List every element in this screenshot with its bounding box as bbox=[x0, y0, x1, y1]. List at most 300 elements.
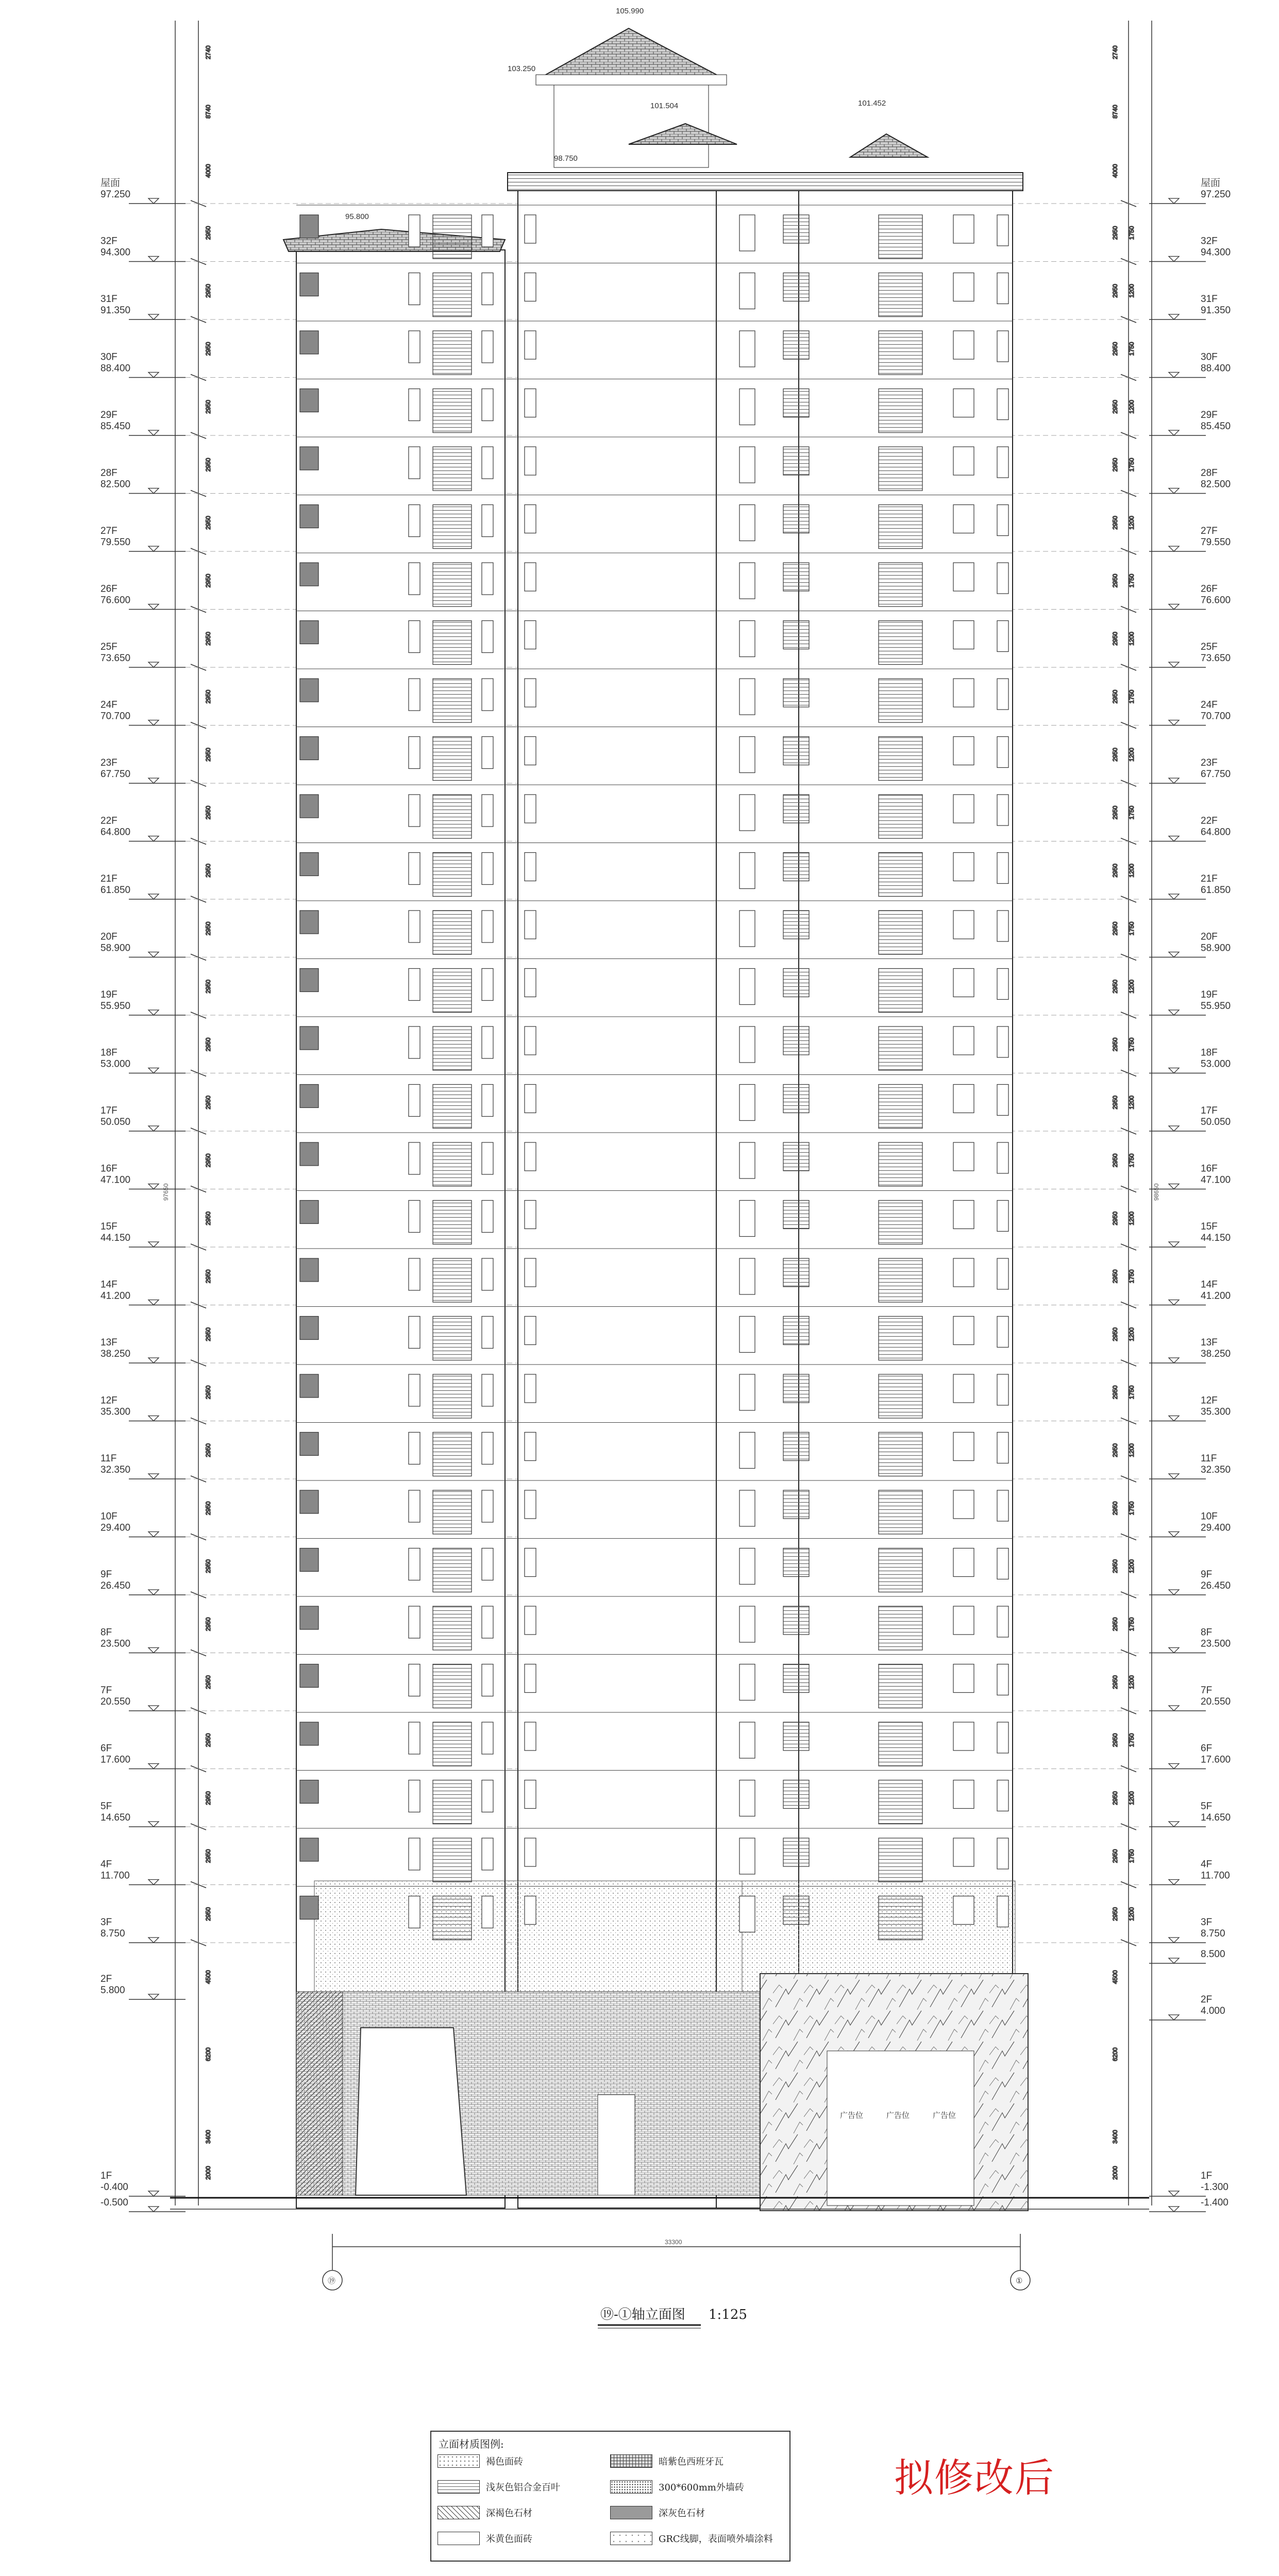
podium-dark-stone-left bbox=[296, 1992, 343, 2195]
right-level-name-1: 32F bbox=[1201, 235, 1218, 247]
left-floor-dim-4: 2950 bbox=[205, 458, 212, 472]
window-0-8 bbox=[953, 215, 974, 243]
right-level-name-0: 屋面 bbox=[1201, 178, 1221, 189]
window-2-5 bbox=[739, 331, 755, 367]
window-8-5 bbox=[739, 679, 755, 715]
left-level-triangle-15 bbox=[148, 1068, 159, 1073]
window-21-2 bbox=[433, 1433, 472, 1476]
right-total-dim: 98650 bbox=[1153, 1183, 1160, 1201]
left-floor-dim-19: 2950 bbox=[205, 1327, 212, 1341]
window-6-4 bbox=[525, 563, 536, 591]
window-28-3 bbox=[482, 1838, 493, 1870]
window-0-1 bbox=[409, 215, 420, 247]
window-8-9 bbox=[997, 679, 1008, 710]
right-window-dim-7: 1200 bbox=[1128, 632, 1135, 646]
right-level-name-16: 17F bbox=[1201, 1105, 1218, 1116]
left-level-triangle-9 bbox=[148, 720, 159, 726]
window-16-9 bbox=[997, 1142, 1008, 1173]
window-1-2 bbox=[433, 273, 472, 317]
right-level-name-24: 9F bbox=[1201, 1569, 1213, 1580]
window-29-6 bbox=[783, 1896, 809, 1925]
window-7-4 bbox=[525, 621, 536, 649]
window-23-4 bbox=[525, 1548, 536, 1577]
right-floor-dim-4: 2950 bbox=[1112, 458, 1119, 472]
right-floor-dim-1: 2950 bbox=[1112, 284, 1119, 298]
window-12-3 bbox=[482, 911, 493, 942]
left-level-elev-23: 29.400 bbox=[100, 1522, 131, 1534]
window-26-0 bbox=[300, 1722, 318, 1745]
window-3-4 bbox=[525, 389, 536, 417]
right-level-triangle-18 bbox=[1169, 1242, 1179, 1247]
window-27-6 bbox=[783, 1780, 809, 1809]
window-15-4 bbox=[525, 1085, 536, 1113]
window-15-0 bbox=[300, 1085, 318, 1108]
left-level-triangle-11 bbox=[148, 836, 159, 841]
left-level-elev-7: 76.600 bbox=[100, 595, 131, 606]
window-4-4 bbox=[525, 447, 536, 475]
right-level-name-25: 8F bbox=[1201, 1627, 1213, 1638]
main-tower-roof bbox=[541, 28, 721, 77]
window-9-7 bbox=[879, 737, 922, 781]
window-7-0 bbox=[300, 621, 318, 644]
left-floor-dim-28: 2950 bbox=[205, 1849, 212, 1863]
window-22-6 bbox=[783, 1490, 809, 1519]
window-17-4 bbox=[525, 1201, 536, 1229]
right-level-name-8: 25F bbox=[1201, 642, 1218, 652]
left-level-name-25: 8F bbox=[100, 1627, 112, 1638]
window-3-2 bbox=[433, 389, 472, 433]
right-level-elev-15: 53.000 bbox=[1201, 1058, 1231, 1070]
left-roof-dim-2: 4000 bbox=[205, 164, 212, 178]
window-19-0 bbox=[300, 1317, 318, 1340]
right-window-dim-6: 1750 bbox=[1128, 574, 1135, 588]
window-13-8 bbox=[953, 969, 974, 997]
left-low-dim-2: 3400 bbox=[205, 2130, 212, 2144]
window-9-5 bbox=[739, 737, 755, 773]
right-level-elev-19: 41.200 bbox=[1201, 1290, 1231, 1302]
right-level-triangle-9 bbox=[1169, 720, 1179, 726]
window-8-3 bbox=[482, 679, 493, 711]
right-floor-dim-3: 2950 bbox=[1112, 400, 1119, 414]
window-18-9 bbox=[997, 1258, 1008, 1289]
right-level-triangle-low-2 bbox=[1169, 2191, 1179, 2196]
window-22-4 bbox=[525, 1490, 536, 1519]
window-4-2 bbox=[433, 447, 472, 491]
right-level-name-low-2: 1F bbox=[1201, 2170, 1213, 2181]
window-23-0 bbox=[300, 1548, 318, 1572]
window-4-9 bbox=[997, 447, 1008, 478]
right-level-elev-20: 38.250 bbox=[1201, 1349, 1231, 1359]
window-26-1 bbox=[409, 1722, 420, 1754]
elev-cornice: 98.750 bbox=[554, 154, 578, 163]
window-9-6 bbox=[783, 737, 809, 765]
left-level-triangle-19 bbox=[148, 1300, 159, 1305]
right-level-name-11: 22F bbox=[1201, 815, 1218, 827]
window-15-5 bbox=[739, 1085, 755, 1121]
left-total-dim: 97650 bbox=[162, 1183, 170, 1201]
window-22-7 bbox=[879, 1490, 922, 1534]
window-16-3 bbox=[482, 1142, 493, 1174]
window-7-3 bbox=[482, 621, 493, 653]
right-floor-dim-7: 2950 bbox=[1112, 632, 1119, 646]
window-11-5 bbox=[739, 853, 755, 889]
left-level-elev-low-2: -0.500 bbox=[100, 2197, 128, 2208]
window-4-8 bbox=[953, 447, 974, 475]
right-level-triangle-14 bbox=[1169, 1010, 1179, 1015]
legend-label-3: 300*600mm外墙砖 bbox=[659, 2482, 744, 2493]
right-floor-dim-15: 2950 bbox=[1112, 1096, 1119, 1109]
right-level-name-27: 6F bbox=[1201, 1743, 1213, 1754]
right-window-dim-29: 1200 bbox=[1128, 1907, 1135, 1921]
right-level-triangle-20 bbox=[1169, 1358, 1179, 1363]
window-18-4 bbox=[525, 1258, 536, 1287]
window-20-1 bbox=[409, 1374, 420, 1406]
window-2-9 bbox=[997, 331, 1008, 362]
window-22-2 bbox=[433, 1490, 472, 1534]
window-28-9 bbox=[997, 1838, 1008, 1869]
window-3-6 bbox=[783, 389, 809, 417]
window-21-5 bbox=[739, 1433, 755, 1469]
window-19-8 bbox=[953, 1317, 974, 1345]
main-tower-cap bbox=[536, 75, 727, 85]
legend-swatch-6 bbox=[437, 2532, 480, 2545]
right-level-triangle-12 bbox=[1169, 894, 1179, 899]
right-level-name-2: 31F bbox=[1201, 294, 1218, 305]
right-level-elev-low-2: -1.300 bbox=[1201, 2182, 1228, 2193]
left-level-elev-16: 50.050 bbox=[100, 1117, 131, 1127]
left-floor-dim-8: 2950 bbox=[205, 689, 212, 704]
window-12-6 bbox=[783, 911, 809, 939]
right-level-name-29: 4F bbox=[1201, 1859, 1213, 1870]
window-1-4 bbox=[525, 273, 536, 301]
left-level-triangle-4 bbox=[148, 430, 159, 435]
window-0-9 bbox=[997, 215, 1008, 246]
left-floor-dim-20: 2950 bbox=[205, 1385, 212, 1400]
window-13-9 bbox=[997, 969, 1008, 1000]
window-12-9 bbox=[997, 911, 1008, 941]
window-13-2 bbox=[433, 969, 472, 1013]
left-floor-dim-24: 2950 bbox=[205, 1617, 212, 1631]
window-14-4 bbox=[525, 1026, 536, 1055]
left-level-name-5: 28F bbox=[100, 467, 117, 479]
left-level-elev-21: 35.300 bbox=[100, 1406, 131, 1418]
window-27-9 bbox=[997, 1780, 1008, 1811]
left-level-elev-17: 47.100 bbox=[100, 1174, 131, 1186]
window-23-5 bbox=[739, 1548, 755, 1585]
right-level-elev-3: 88.400 bbox=[1201, 363, 1231, 374]
window-27-5 bbox=[739, 1780, 755, 1816]
window-18-6 bbox=[783, 1258, 809, 1287]
window-23-1 bbox=[409, 1548, 420, 1580]
left-level-triangle-6 bbox=[148, 546, 159, 551]
window-12-8 bbox=[953, 911, 974, 939]
window-27-1 bbox=[409, 1780, 420, 1812]
left-level-triangle-16 bbox=[148, 1126, 159, 1131]
window-6-5 bbox=[739, 563, 755, 599]
window-5-5 bbox=[739, 505, 755, 541]
window-25-1 bbox=[409, 1664, 420, 1696]
window-1-9 bbox=[997, 273, 1008, 304]
right-level-triangle-0 bbox=[1169, 198, 1179, 204]
window-18-2 bbox=[433, 1258, 472, 1302]
window-16-8 bbox=[953, 1142, 974, 1171]
window-25-5 bbox=[739, 1664, 755, 1701]
right-floor-dim-29: 2950 bbox=[1112, 1907, 1119, 1921]
left-level-elev-low-1: -0.400 bbox=[100, 2182, 128, 2193]
window-26-5 bbox=[739, 1722, 755, 1758]
left-level-triangle-29 bbox=[148, 1880, 159, 1885]
right-level-name-18: 15F bbox=[1201, 1221, 1218, 1232]
left-level-name-low-1: 1F bbox=[100, 2170, 112, 2181]
right-floor-dim-2: 2950 bbox=[1112, 342, 1119, 356]
window-1-5 bbox=[739, 273, 755, 309]
window-10-2 bbox=[433, 795, 472, 838]
window-1-1 bbox=[409, 273, 420, 305]
right-floor-dim-0: 2950 bbox=[1112, 226, 1119, 240]
left-level-elev-4: 85.450 bbox=[100, 421, 131, 432]
left-floor-dim-1: 2950 bbox=[205, 284, 212, 298]
left-level-triangle-30 bbox=[148, 1938, 159, 1943]
window-4-0 bbox=[300, 447, 318, 470]
window-17-5 bbox=[739, 1201, 755, 1237]
window-27-4 bbox=[525, 1780, 536, 1809]
window-28-6 bbox=[783, 1838, 809, 1866]
right-floor-dim-20: 2950 bbox=[1112, 1385, 1119, 1400]
right-level-name-12: 21F bbox=[1201, 873, 1218, 884]
right-floor-dim-27: 2950 bbox=[1112, 1791, 1119, 1805]
right-level-elev-18: 44.150 bbox=[1201, 1233, 1231, 1243]
window-2-8 bbox=[953, 331, 974, 359]
window-16-1 bbox=[409, 1142, 420, 1174]
right-floor-dim-25: 2950 bbox=[1112, 1675, 1119, 1689]
entrance-canopy bbox=[356, 2028, 466, 2195]
window-19-1 bbox=[409, 1317, 420, 1349]
shop-sign-3: 广告位 bbox=[933, 2111, 956, 2120]
left-low-dim-1: 6200 bbox=[205, 2047, 212, 2061]
right-level-triangle-1 bbox=[1169, 257, 1179, 262]
window-19-4 bbox=[525, 1317, 536, 1345]
window-5-1 bbox=[409, 505, 420, 537]
window-26-9 bbox=[997, 1722, 1008, 1753]
window-6-6 bbox=[783, 563, 809, 591]
right-low-dim-0: 4500 bbox=[1112, 1970, 1119, 1984]
left-level-elev-2: 91.350 bbox=[100, 305, 131, 316]
window-7-9 bbox=[997, 621, 1008, 652]
window-23-7 bbox=[879, 1548, 922, 1592]
window-1-6 bbox=[783, 273, 809, 301]
window-7-5 bbox=[739, 621, 755, 657]
window-17-6 bbox=[783, 1201, 809, 1229]
window-4-5 bbox=[739, 447, 755, 483]
right-window-dim-27: 1200 bbox=[1128, 1791, 1135, 1805]
left-level-elev-0: 97.250 bbox=[100, 189, 131, 200]
right-window-dim-16: 1750 bbox=[1128, 1153, 1135, 1168]
window-4-7 bbox=[879, 447, 922, 491]
right-level-elev-26: 20.550 bbox=[1201, 1696, 1231, 1707]
left-level-triangle-3 bbox=[148, 373, 159, 378]
window-24-1 bbox=[409, 1606, 420, 1638]
left-floor-dim-11: 2950 bbox=[205, 864, 212, 878]
window-10-6 bbox=[783, 795, 809, 823]
window-14-9 bbox=[997, 1026, 1008, 1057]
window-6-9 bbox=[997, 563, 1008, 594]
right-low-dim-3: 2000 bbox=[1112, 2166, 1119, 2180]
window-13-0 bbox=[300, 969, 318, 992]
right-level-name-20: 13F bbox=[1201, 1337, 1218, 1348]
right-level-name-10: 23F bbox=[1201, 757, 1218, 768]
window-6-1 bbox=[409, 563, 420, 595]
right-floor-dim-21: 2950 bbox=[1112, 1443, 1119, 1457]
left-level-triangle-8 bbox=[148, 662, 159, 667]
right-floor-dim-10: 2950 bbox=[1112, 805, 1119, 820]
shop-sign-2: 广告位 bbox=[886, 2111, 910, 2120]
left-level-triangle-0 bbox=[148, 198, 159, 204]
left-level-name-18: 15F bbox=[100, 1221, 117, 1232]
right-level-triangle-27 bbox=[1169, 1764, 1179, 1769]
left-level-name-29: 4F bbox=[100, 1859, 112, 1870]
window-19-9 bbox=[997, 1317, 1008, 1348]
window-20-2 bbox=[433, 1374, 472, 1418]
right-level-triangle-4 bbox=[1169, 430, 1179, 435]
right-level-triangle-5 bbox=[1169, 489, 1179, 494]
window-15-3 bbox=[482, 1085, 493, 1117]
right-level-triangle-2 bbox=[1169, 314, 1179, 319]
left-level-name-6: 27F bbox=[100, 526, 117, 536]
right-window-dim-24: 1750 bbox=[1128, 1617, 1135, 1631]
window-26-7 bbox=[879, 1722, 922, 1766]
window-13-3 bbox=[482, 969, 493, 1001]
window-29-3 bbox=[482, 1896, 493, 1928]
window-29-9 bbox=[997, 1896, 1008, 1927]
left-floor-dim-10: 2950 bbox=[205, 805, 212, 820]
right-level-elev-8: 73.650 bbox=[1201, 653, 1231, 664]
window-2-3 bbox=[482, 331, 493, 363]
left-level-triangle-26 bbox=[148, 1706, 159, 1711]
right-window-dim-21: 1200 bbox=[1128, 1443, 1135, 1457]
right-level-triangle-23 bbox=[1169, 1532, 1179, 1537]
legend-title: 立面材质图例: bbox=[439, 2438, 504, 2450]
left-level-elev-30: 8.750 bbox=[100, 1928, 125, 1939]
left-floor-dim-16: 2950 bbox=[205, 1153, 212, 1168]
window-27-8 bbox=[953, 1780, 974, 1809]
window-6-3 bbox=[482, 563, 493, 595]
left-level-triangle-18 bbox=[148, 1242, 159, 1247]
window-25-3 bbox=[482, 1664, 493, 1696]
left-floor-dim-3: 2950 bbox=[205, 400, 212, 414]
right-window-dim-28: 1750 bbox=[1128, 1849, 1135, 1863]
window-23-6 bbox=[783, 1548, 809, 1577]
right-level-triangle-22 bbox=[1169, 1474, 1179, 1479]
window-23-9 bbox=[997, 1548, 1008, 1579]
legend-label-1: 暗紫色西班牙瓦 bbox=[659, 2456, 723, 2467]
right-level-elev-12: 61.850 bbox=[1201, 885, 1231, 896]
window-3-8 bbox=[953, 389, 974, 417]
window-5-9 bbox=[997, 505, 1008, 536]
left-level-name-20: 13F bbox=[100, 1337, 117, 1348]
right-level-elev-5: 82.500 bbox=[1201, 479, 1231, 490]
left-floor-dim-29: 2950 bbox=[205, 1907, 212, 1921]
left-level-name-21: 12F bbox=[100, 1395, 117, 1406]
left-level-elev-1: 94.300 bbox=[100, 247, 131, 258]
legend-label-7: GRC线脚，表面喷外墙涂料 bbox=[659, 2534, 773, 2545]
elev-right-tower: 101.452 bbox=[858, 99, 886, 108]
right-level-triangle-21 bbox=[1169, 1416, 1179, 1421]
window-22-0 bbox=[300, 1490, 318, 1513]
right-level-name-30: 3F bbox=[1201, 1917, 1213, 1928]
shop-sign-1: 广告位 bbox=[840, 2111, 864, 2120]
window-26-3 bbox=[482, 1722, 493, 1754]
window-14-1 bbox=[409, 1026, 420, 1058]
window-3-1 bbox=[409, 389, 420, 421]
window-28-2 bbox=[433, 1838, 472, 1882]
window-27-3 bbox=[482, 1780, 493, 1812]
window-9-9 bbox=[997, 737, 1008, 768]
right-roof-dim-2: 4000 bbox=[1112, 164, 1119, 178]
window-2-2 bbox=[433, 331, 472, 375]
material-legend bbox=[430, 2431, 790, 2562]
left-level-elev-18: 44.150 bbox=[100, 1233, 131, 1243]
right-window-dim-9: 1200 bbox=[1128, 748, 1135, 762]
left-level-elev-11: 64.800 bbox=[100, 827, 131, 838]
right-floor-dim-12: 2950 bbox=[1112, 921, 1119, 936]
left-floor-dim-25: 2950 bbox=[205, 1675, 212, 1689]
left-level-elev-22: 32.350 bbox=[100, 1464, 131, 1475]
right-low-dim-2: 3400 bbox=[1112, 2130, 1119, 2144]
left-level-elev-15: 53.000 bbox=[100, 1058, 131, 1070]
right-level-name-7: 26F bbox=[1201, 583, 1218, 595]
left-level-elev-24: 26.450 bbox=[100, 1580, 131, 1591]
window-1-0 bbox=[300, 273, 318, 296]
right-level-elev-17: 47.100 bbox=[1201, 1174, 1231, 1186]
window-24-6 bbox=[783, 1606, 809, 1635]
window-8-7 bbox=[879, 679, 922, 722]
window-3-7 bbox=[879, 389, 922, 433]
left-level-triangle-21 bbox=[148, 1416, 159, 1421]
window-18-1 bbox=[409, 1258, 420, 1290]
window-21-6 bbox=[783, 1433, 809, 1461]
window-19-3 bbox=[482, 1317, 493, 1349]
window-12-7 bbox=[879, 911, 922, 954]
left-level-name-15: 18F bbox=[100, 1047, 117, 1058]
legend-label-4: 深褐色石材 bbox=[486, 2508, 532, 2519]
left-level-triangle-low-2 bbox=[148, 2207, 159, 2212]
window-28-1 bbox=[409, 1838, 420, 1870]
right-level-elev-13: 58.900 bbox=[1201, 942, 1231, 954]
window-20-3 bbox=[482, 1374, 493, 1406]
window-12-5 bbox=[739, 911, 755, 947]
window-27-7 bbox=[879, 1780, 922, 1824]
window-2-0 bbox=[300, 331, 318, 354]
left-level-elev-3: 88.400 bbox=[100, 363, 131, 374]
right-window-dim-8: 1750 bbox=[1128, 689, 1135, 704]
right-window-dim-2: 1750 bbox=[1128, 342, 1135, 356]
right-floor-dim-26: 2950 bbox=[1112, 1733, 1119, 1747]
window-18-8 bbox=[953, 1258, 974, 1287]
left-level-name-19: 14F bbox=[100, 1279, 117, 1290]
right-level-elev-1: 94.300 bbox=[1201, 247, 1231, 258]
window-16-7 bbox=[879, 1142, 922, 1186]
left-floor-dim-9: 2950 bbox=[205, 748, 212, 762]
window-17-9 bbox=[997, 1201, 1008, 1232]
window-3-0 bbox=[300, 389, 318, 412]
right-dimension-chain bbox=[1112, 21, 1152, 2205]
legend-label-5: 深灰色石材 bbox=[659, 2508, 705, 2519]
window-22-3 bbox=[482, 1490, 493, 1522]
window-5-4 bbox=[525, 505, 536, 533]
window-25-8 bbox=[953, 1664, 974, 1693]
window-18-5 bbox=[739, 1258, 755, 1294]
window-6-0 bbox=[300, 563, 318, 586]
